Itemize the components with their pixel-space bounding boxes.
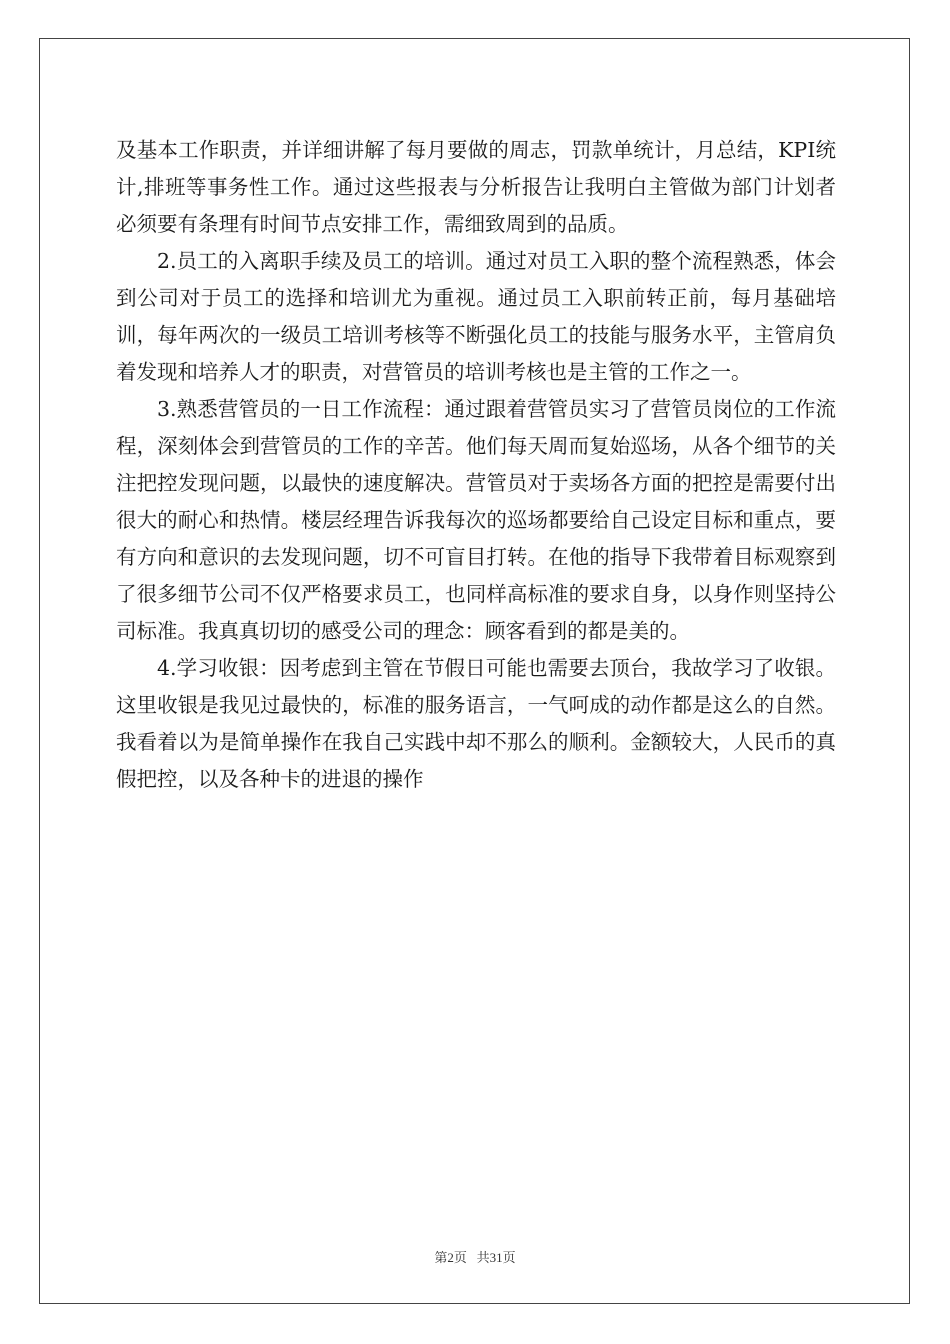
paragraph-4: 4.学习收银：因考虑到主管在节假日可能也需要去顶台，我故学习了收银。这里收银是我见过最快的，标准的服务语言，一气呵成的动作都是这么的自然。我看着以为是简单操作在我自己实践中却不那么的顺利。金额较大，人民币的真假把控，以及各种卡的进退的操作 <box>116 656 836 791</box>
paragraph-3: 3.熟悉营管员的一日工作流程：通过跟着营管员实习了营管员岗位的工作流程，深刻体会到营管员的工作的辛苦。他们每天周而复始巡场，从各个细节的关注把控发现问题，以最快的速度解决。营管员对于卖场各方面的把控是需要付出很大的耐心和热情。楼层经理告诉我每次的巡场都要给自己设定目标和重点，要有方向和意识的去发现问题，切不可盲目打转。在他的指导下我带着目标观察到了很多细节公司不仅严格要求员工，也同样高标准的要求自身，以身作则坚持公司标准。我真真切切的感受公司的理念：顾客看到的都是美的。 <box>116 397 836 643</box>
page-footer: 第2页 共31页 <box>434 1250 516 1265</box>
paragraph-2: 2.员工的入离职手续及员工的培训。通过对员工入职的整个流程熟悉，体会到公司对于员工的选择和培训尤为重视。通过员工入职前转正前，每月基础培训，每年两次的一级员工培训考核等不断强化员工的技能与服务水平，主管肩负着发现和培养人才的职责，对营管员的培训考核也是主管的工作之一。 <box>116 249 836 384</box>
document-body <box>116 132 836 798</box>
paragraph-1: 及基本工作职责，并详细讲解了每月要做的周志，罚款单统计，月总结，KPI统计,排班等事务性工作。通过这些报表与分析报告让我明白主管做为部门计划者必须要有条理有时间节点安排工作，需细致周到的品质。 <box>116 138 836 236</box>
